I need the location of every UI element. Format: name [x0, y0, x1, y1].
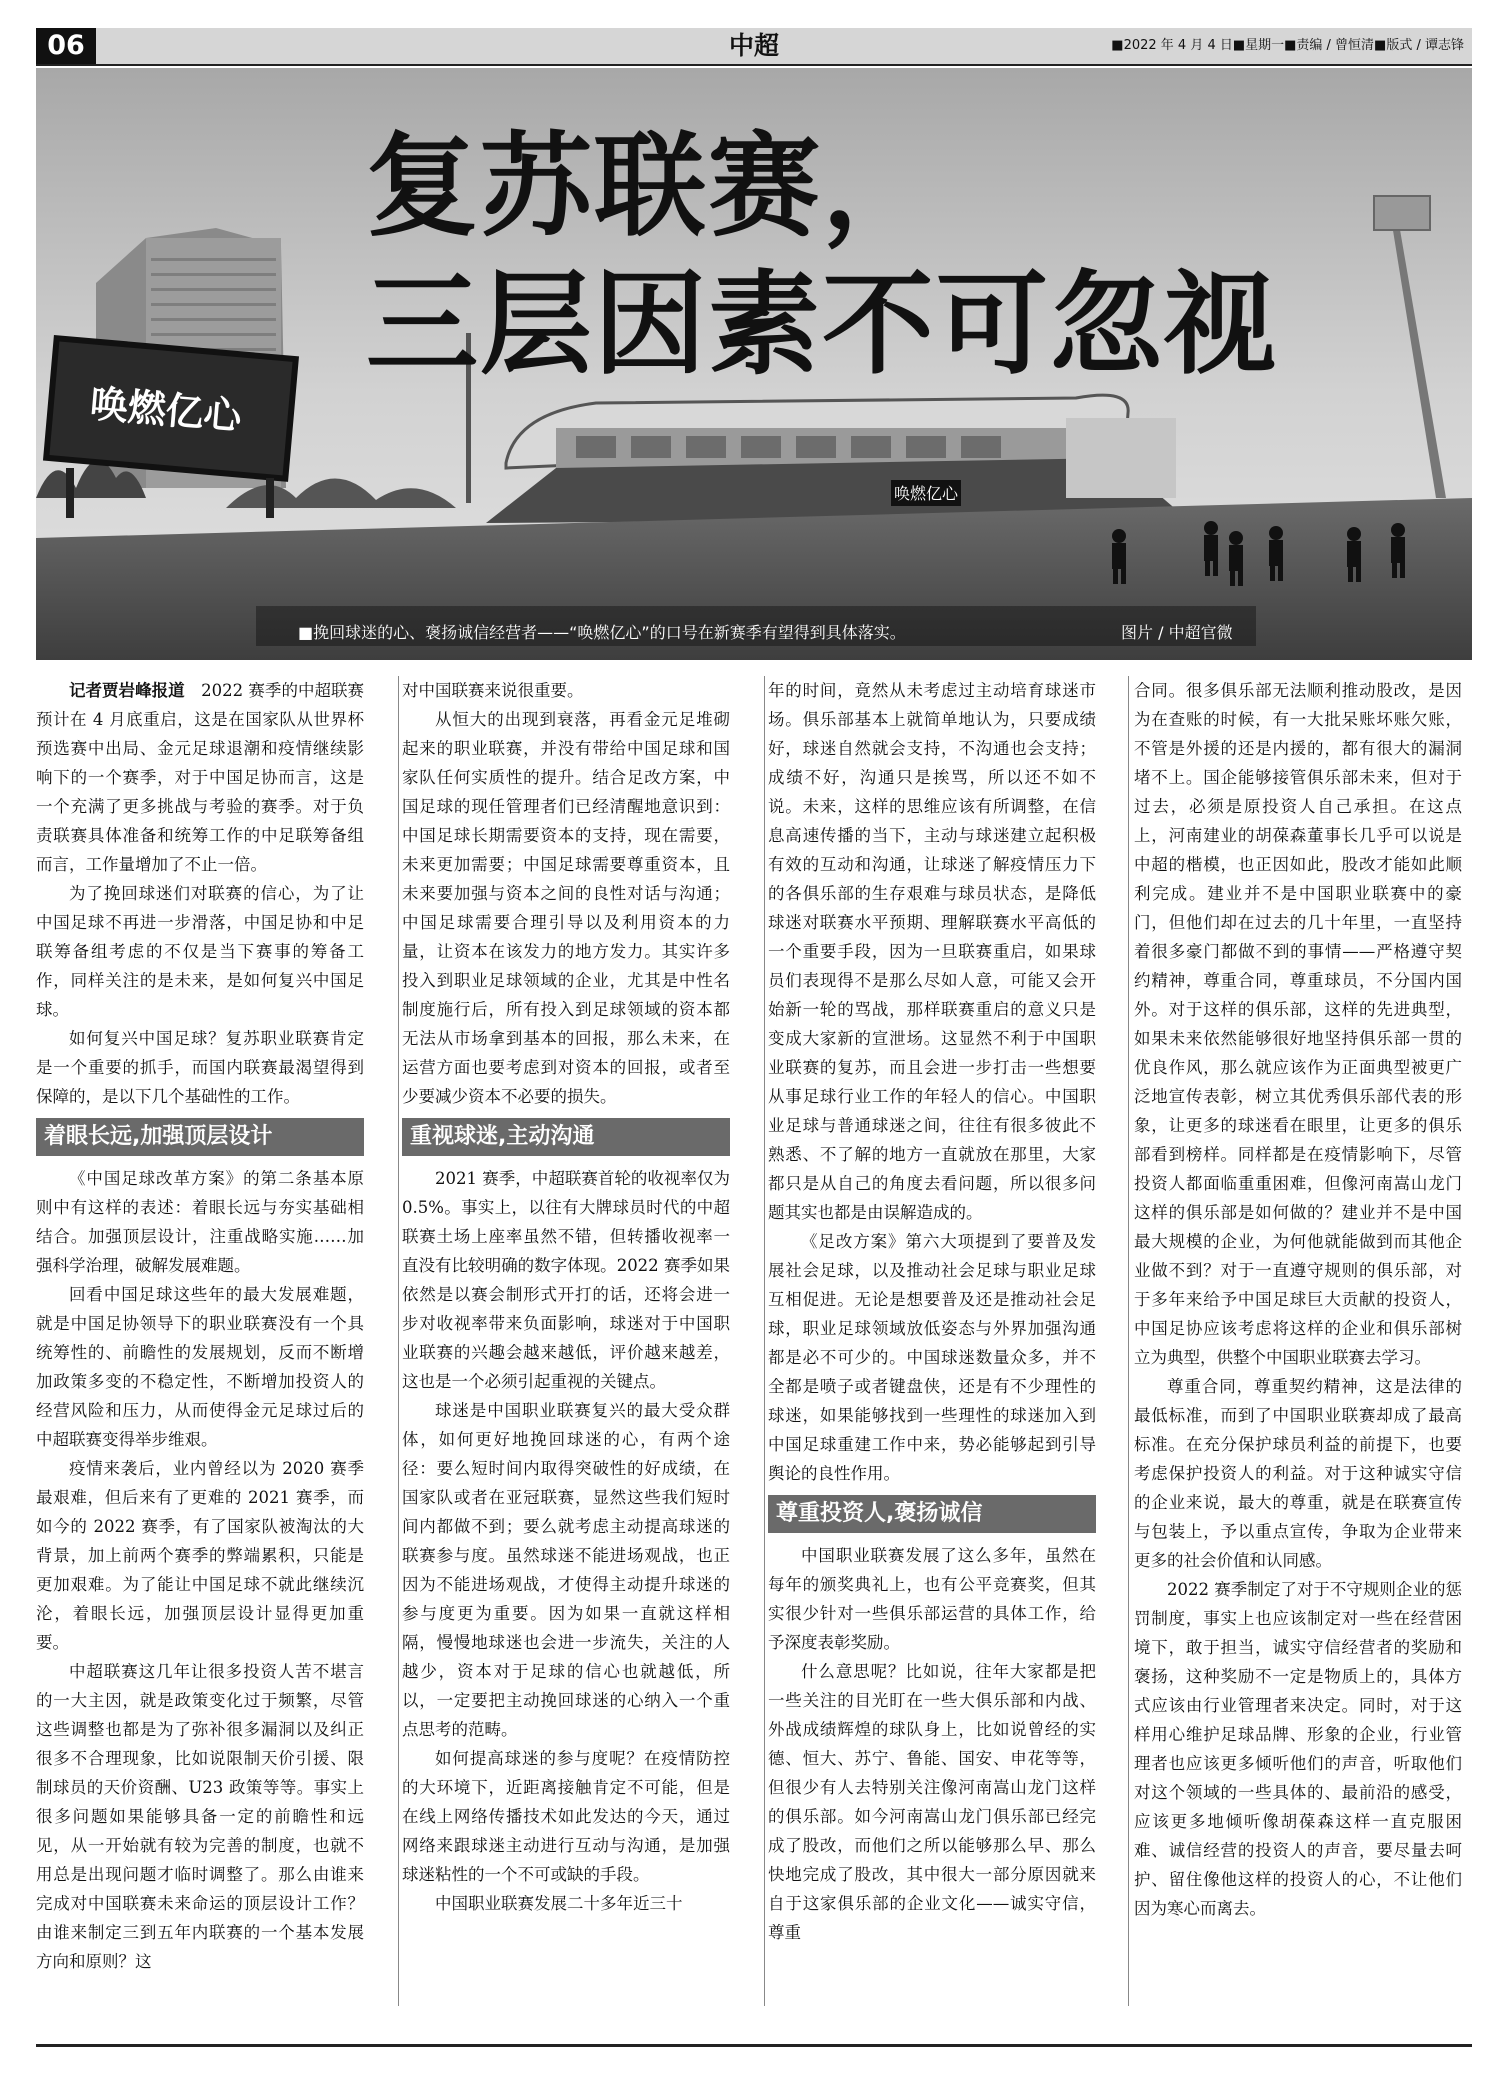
- page-header: [36, 28, 1472, 66]
- paragraph: 如何提高球迷的参与度呢？在疫情防控的大环境下，近距离接触肯定不可能，但是在线上网络传播技术如此发达的今天，通过网络来跟球迷主动进行互动与沟通，是加强球迷粘性的一个不可或缺的手段。: [402, 1749, 730, 1884]
- paragraph: 球迷是中国职业联赛复兴的最大受众群体，如何更好地挽回球迷的心，有两个途径：要么短时间内取得突破性的好成绩，在国家队或者在亚冠联赛，显然这些我们短时间内都做不到；要么就考虑主动提高球迷的联赛参与度。虽然球迷不能进场观战，也正因为不能进场观战，才使得主动提升球迷的参与度更为重要。因为如果一直就这样相隔，慢慢地球迷也会进一步流失，关注的人越少，资本对于足球的信心也就越低，所以，一定要把主动挽回球迷的心纳入一个重点思考的范畴。: [402, 1401, 730, 1739]
- paragraph: 为了挽回球迷们对联赛的信心，为了让中国足球不再进一步滑落，中国足协和中足联筹备组考虑的不仅是当下赛事的筹备工作，同样关注的是未来，是如何复兴中国足球。: [36, 884, 364, 1019]
- billboard-text: 唤燃亿心: [88, 381, 244, 439]
- hero-photo: [36, 68, 1472, 660]
- paragraph: 合同。很多俱乐部无法顺利推动股改，是因为在查账的时候，有一大批呆账坏账欠账，不管是外援的还是内援的，都有很大的漏洞堵不上。国企能够接管俱乐部未来，但对于过去，必须是原投资人自己承担。在这点上，河南建业的胡葆森董事长几乎可以说是中超的楷模，也正因如此，股改才能如此顺利完成。建业并不是中国职业联赛中的豪门，但他们却在过去的几十年里，一直坚持着很多豪门都做不到的事情——严格遵守契约精神，尊重合同，尊重球员，不分国内国外。对于这样的俱乐部，这样的先进典型，如果未来依然能够很好地坚持俱乐部一贯的优良作风，那么就应该作为正面典型被更广泛地宣传表彰，树立其优秀俱乐部代表的形象，让更多的球迷看在眼里，让更多的俱乐部看到榜样。同样都是在疫情影响下，尽管投资人都面临重重困难，但像河南嵩山龙门这样的俱乐部是如何做的？建业并不是中国最大规模的企业，为何他就能做到而其他企业做不到？对于一直遵守规则的俱乐部，对于多年来给予中国足球巨大贡献的投资人，中国足协应该考虑将这样的企业和俱乐部树立为典型，供整个中国职业联赛去学习。: [1134, 681, 1462, 1367]
- column-4: [1134, 676, 1462, 2016]
- column-3: [768, 676, 1096, 2016]
- paragraph: 尊重合同，尊重契约精神，这是法律的最低标准，而到了中国职业联赛却成了最高标准。在充分保护球员利益的前提下，也要考虑保护投资人的利益。对于这种诚实守信的企业来说，最大的尊重，就是在联赛宣传与包装上，予以重点宣传，争取为企业带来更多的社会价值和认同感。: [1134, 1377, 1462, 1570]
- paragraph-text: 2022 赛季的中超联赛预计在 4 月底重启，这是在国家队从世界杯预选赛中出局、金元足球退潮和疫情继续影响下的一个赛季，对于中国足协而言，这是一个充满了更多挑战与考验的赛季。对于负责联赛具体准备和统筹工作的中足联筹备组而言，工作量增加了不止一倍。: [36, 681, 364, 874]
- section-heading: 尊重投资人,褒扬诚信: [768, 1495, 1096, 1533]
- stand-banner-text: 唤燃亿心: [893, 484, 959, 503]
- paragraph: 对中国联赛来说很重要。: [402, 681, 584, 700]
- paragraph: 《足改方案》第六大项提到了要普及发展社会足球，以及推动社会足球与职业足球互相促进。无论是想要普及还是推动社会足球，职业足球领域放低姿态与外界加强沟通都是必不可少的。中国球迷数量众多，并不全都是喷子或者键盘侠，还是有不少理性的球迷，如果能够找到一些理性的球迷加入到中国足球重建工作中来，势必能够起到引导舆论的良性作用。: [768, 1232, 1096, 1483]
- headline-line1: 复苏联赛，: [366, 121, 936, 252]
- section-title: 中超: [728, 31, 779, 60]
- column-1: [36, 676, 364, 2016]
- article-body: [36, 676, 1472, 2016]
- photo-credit: 图片 / 中超官微: [1121, 623, 1233, 642]
- paragraph: 2021 赛季，中超联赛首轮的收视率仅为 0.5%。事实上，以往有大牌球员时代的中超联赛土场上座率虽然不错，但转播收视率一直没有比较明确的数字体现。2022 赛季如果依然是以赛会制形式开打的话，还将会进一步对收视率带来负面影响，球迷对于中国职业联赛的兴趣会越来越低，评价越来越差，这也是一个必须引起重视的关键点。: [402, 1169, 730, 1391]
- paragraph: 年的时间，竟然从未考虑过主动培育球迷市场。俱乐部基本上就简单地认为，只要成绩好，球迷自然就会支持，不沟通也会支持；成绩不好，沟通只是挨骂，所以还不如不说。未来，这样的思维应该有所调整，在信息高速传播的当下，主动与球迷建立起积极有效的互动和沟通，让球迷了解疫情压力下的各俱乐部的生存艰难与球员状态，是降低球迷对联赛水平预期、理解联赛水平高低的一个重要手段，因为一旦联赛重启，如果球员们表现得不是那么尽如人意，可能又会开始新一轮的骂战，那样联赛重启的意义只是变成大家新的宣泄场。这显然不利于中国职业联赛的复苏，而且会进一步打击一些想要从事足球行业工作的年轻人的信心。中国职业足球与普通球迷之间，往往有很多彼此不熟悉、不了解的地方一直就放在那里，大家都只是从自己的角度去看问题，所以很多问题其实也都是由误解造成的。: [768, 681, 1096, 1222]
- paragraph: 从恒大的出现到衰落，再看金元足堆砌起来的职业联赛，并没有带给中国足球和国家队任何实质性的提升。结合足改方案，中国足球的现任管理者们已经清醒地意识到：中国足球长期需要资本的支持，现在需要，未来更加需要；中国足球需要尊重资本，且未来要加强与资本之间的良性对话与沟通；中国足球需要合理引导以及利用资本的力量，让资本在该发力的地方发力。其实许多投入到职业足球领域的企业，尤其是中性名制度施行后，所有投入到足球领域的资本都无法从市场拿到基本的回报，那么未来，在运营方面也要考虑到对资本的回报，或者至少要减少资本不必要的损失。: [402, 710, 730, 1106]
- issue-meta: ■2022 年 4 月 4 日■星期一■责编 / 曾恒清■版式 / 谭志锋: [1111, 38, 1464, 53]
- lead-paragraph: [36, 676, 364, 879]
- paragraph: 中国职业联赛发展二十多年近三十: [435, 1894, 683, 1913]
- bottom-rule: [36, 2044, 1472, 2047]
- paragraph: 2022 赛季制定了对于不守规则企业的惩罚制度，事实上也应该制定对一些在经营困境下，敢于担当，诚实守信经营者的奖励和褒扬，这种奖励不一定是物质上的，具体方式应该由行业管理者来决定。同时，对于这样用心维护足球品牌、形象的企业，行业管理者也应该更多倾听他们的声音，听取他们对这个领域的一些具体的、最前沿的感受，应该更多地倾听像胡葆森这样一直克服困难、诚信经营的投资人的声音，要尽量去呵护、留住像他这样的投资人的心，不让他们因为寒心而离去。: [1134, 1580, 1462, 1918]
- paragraph: 什么意思呢？比如说，往年大家都是把一些关注的目光盯在一些大俱乐部和内战、外战成绩辉煌的球队身上，比如说曾经的实德、恒大、苏宁、鲁能、国安、申花等等，但很少有人去特别关注像河南嵩山龙门这样的俱乐部。如今河南嵩山龙门俱乐部已经完成了股改，而他们之所以能够那么早、那么快地完成了股改，其中很大一部分原因就来自于这家俱乐部的企业文化——诚实守信，尊重: [768, 1662, 1096, 1942]
- section-heading: 重视球迷,主动沟通: [402, 1118, 730, 1156]
- paragraph: 如何复兴中国足球？复苏职业联赛肯定是一个重要的抓手，而国内联赛最渴望得到保障的，是以下几个基础性的工作。: [36, 1029, 364, 1106]
- section-heading: 着眼长远,加强顶层设计: [36, 1118, 364, 1156]
- headline-line2: 三层因素不可忽视: [366, 259, 1278, 390]
- paragraph: 回看中国足球这些年的最大发展难题，就是中国足协领导下的职业联赛没有一个具统筹性的、前瞻性的发展规划，反而不断增加政策多变的不稳定性，不断增加投资人的经营风险和压力，从而使得金元足球过后的中超联赛变得举步维艰。: [36, 1285, 364, 1449]
- paragraph: 《中国足球改革方案》的第二条基本原则中有这样的表述：着眼长远与夯实基础相结合。加强顶层设计，注重战略实施……加强科学治理，破解发展难题。: [36, 1169, 364, 1275]
- column-2: [402, 676, 730, 2016]
- paragraph: 中国职业联赛发展了这么多年，虽然在每年的颁奖典礼上，也有公平竞赛奖，但其实很少针对一些俱乐部运营的具体工作，给予深度表彰奖励。: [768, 1546, 1096, 1652]
- paragraph: 疫情来袭后，业内曾经以为 2020 赛季最艰难，但后来有了更难的 2021 赛季，而如今的 2022 赛季，有了国家队被淘汰的大背景，加上前两个赛季的弊端累积，只能是更加艰难。为了能让中国足球不就此继续沉沦，着眼长远，加强顶层设计显得更加重要。: [36, 1459, 364, 1652]
- byline: 记者贾岩峰报道: [69, 681, 185, 700]
- paragraph: 中超联赛这几年让很多投资人苦不堪言的一大主因，就是政策变化过于频繁，尽管这些调整也都是为了弥补很多漏洞以及纠正很多不合理现象，比如说限制天价引援、限制球员的天价资酬、U23 政策等等。事实上很多问题如果能够具备一定的前瞻性和远见，从一开始就有较为完善的制度，也就不用总是出现问题才临时调整了。那么由谁来完成对中国联赛未来命运的顶层设计工作？由谁来制定三到五年内联赛的一个基本发展方向和原则？这: [36, 1662, 364, 1971]
- page-number: 06: [36, 28, 96, 64]
- photo-caption: ■挽回球迷的心、褒扬诚信经营者——“唤燃亿心”的口号在新赛季有望得到具体落实。: [298, 623, 906, 642]
- headline: [366, 118, 1278, 394]
- billboard: [46, 338, 296, 478]
